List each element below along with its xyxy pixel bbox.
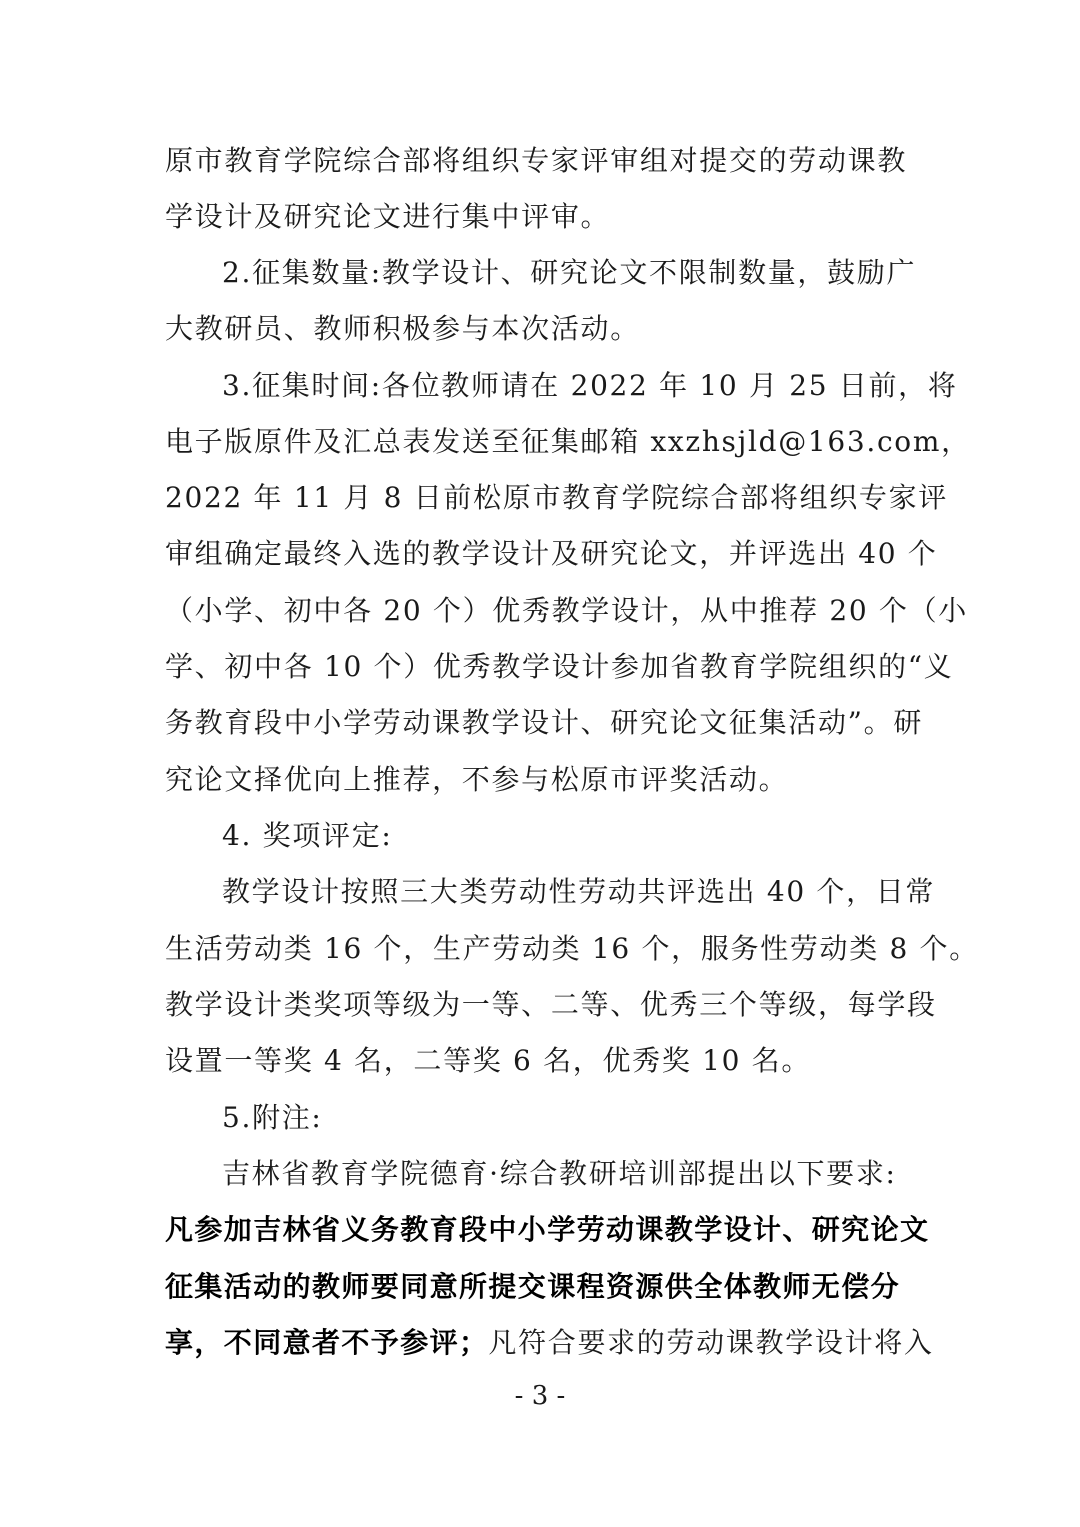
mixed-requirement-line xyxy=(165,1323,934,1363)
award-paragraph-line: 生活劳动类 16 个，生产劳动类 16 个，服务性劳动类 8 个。 xyxy=(165,932,979,965)
email-line: 电子版原件及汇总表发送至征集邮箱 xxzhsjld@163.com， xyxy=(165,425,971,458)
body-text-line: 务教育段中小学劳动课教学设计、研究论文征集活动”。研 xyxy=(165,706,923,739)
page-number: - 3 - xyxy=(514,1381,566,1411)
body-text-line: 究论文择优向上推荐，不参与松原市评奖活动。 xyxy=(165,763,789,796)
bold-requirement-line: 凡参加吉林省义务教育段中小学劳动课教学设计、研究论文 xyxy=(165,1213,930,1246)
bold-requirement-fragment: 享，不同意者不予参评； xyxy=(165,1326,489,1359)
section-5-heading: 5.附注: xyxy=(222,1101,323,1134)
body-text-line: 2022 年 11 月 8 日前松原市教育学院综合部将组织专家评 xyxy=(165,481,948,514)
section-2-line: 2.征集数量:教学设计、研究论文不限制数量，鼓励广 xyxy=(222,256,917,289)
section-3-line: 3.征集时间:各位教师请在 2022 年 10 月 25 日前，将 xyxy=(222,369,958,402)
section-4-heading: 4. 奖项评定: xyxy=(222,819,393,852)
requirement-tail-fragment: 凡符合要求的劳动课教学设计将入 xyxy=(488,1326,934,1359)
body-text-line: 学设计及研究论文进行集中评审。 xyxy=(165,200,611,233)
note-paragraph-line: 吉林省教育学院德育·综合教研培训部提出以下要求: xyxy=(222,1157,897,1190)
body-text-line: 学、初中各 10 个）优秀教学设计参加省教育学院组织的“义 xyxy=(165,650,954,683)
award-paragraph-line: 设置一等奖 4 名，二等奖 6 名，优秀奖 10 名。 xyxy=(165,1044,812,1077)
award-paragraph-line: 教学设计类奖项等级为一等、二等、优秀三个等级，每学段 xyxy=(165,988,937,1021)
body-text-line: （小学、初中各 20 个）优秀教学设计，从中推荐 20 个（小 xyxy=(165,594,968,627)
body-text-line: 审组确定最终入选的教学设计及研究论文，并评选出 40 个 xyxy=(165,537,938,570)
body-text-line: 原市教育学院综合部将组织专家评审组对提交的劳动课教 xyxy=(165,144,908,177)
bold-requirement-line: 征集活动的教师要同意所提交课程资源供全体教师无偿分 xyxy=(165,1270,901,1303)
body-text-line: 大教研员、教师积极参与本次活动。 xyxy=(165,312,640,345)
award-paragraph-line: 教学设计按照三大类劳动性劳动共评选出 40 个，日常 xyxy=(222,875,936,908)
